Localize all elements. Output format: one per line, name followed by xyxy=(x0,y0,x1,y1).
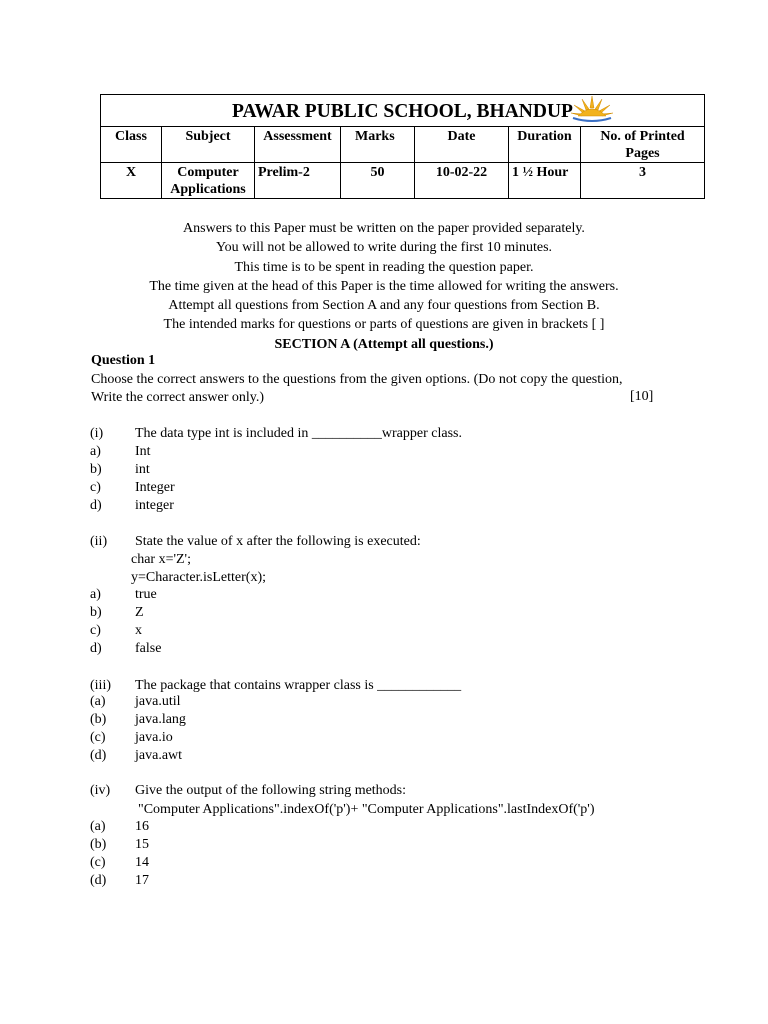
option-label: (d) xyxy=(90,873,107,888)
col-subject: Subject xyxy=(162,127,255,163)
option-label: b) xyxy=(90,605,102,620)
option-label: (a) xyxy=(90,694,106,709)
code-text: char x='Z'; xyxy=(131,552,191,567)
value-subject: Computer Applications xyxy=(162,163,255,199)
value-pages: 3 xyxy=(581,163,705,199)
school-name: PAWAR PUBLIC SCHOOL, BHANDUP xyxy=(232,101,573,122)
option-label: d) xyxy=(90,641,102,656)
option-label: (b) xyxy=(90,712,107,727)
option-text: x xyxy=(135,623,142,638)
col-class: Class xyxy=(101,127,162,163)
instructions-block xyxy=(0,219,768,354)
option-label: (d) xyxy=(90,748,107,763)
option-label: c) xyxy=(90,623,101,638)
option-text: java.awt xyxy=(135,748,183,763)
option-text: 16 xyxy=(135,819,149,834)
value-class: X xyxy=(101,163,162,199)
option-text: false xyxy=(135,641,162,656)
code-text: "Computer Applications".indexOf('p')+ "Computer Applications".lastIndexOf('p') xyxy=(138,802,595,817)
header-values-row xyxy=(101,163,705,199)
intro-line-1: Choose the correct answers to the questions from the given options. (Do not copy the question, xyxy=(91,372,623,387)
code-text: y=Character.isLetter(x); xyxy=(131,570,267,585)
option-label: a) xyxy=(90,444,101,459)
value-duration: 1 ½ Hour xyxy=(509,163,581,199)
option-text: java.lang xyxy=(135,712,186,727)
option-label: b) xyxy=(90,462,102,477)
section-a-heading: SECTION A (Attempt all questions.) xyxy=(274,336,494,352)
value-marks: 50 xyxy=(341,163,415,199)
col-pages: No. of Printed Pages xyxy=(581,127,705,163)
option-text: 17 xyxy=(135,873,149,888)
value-assessment: Prelim-2 xyxy=(255,163,341,199)
option-label: c) xyxy=(90,480,101,495)
instruction-line: Attempt all questions from Section A and any four questions from Section B. xyxy=(168,298,600,314)
col-assessment: Assessment xyxy=(255,127,341,163)
header-columns-row xyxy=(101,127,705,163)
col-marks: Marks xyxy=(341,127,415,163)
option-text: Int xyxy=(135,444,151,459)
intro-line-2: Write the correct answer only.) xyxy=(91,390,265,405)
item-number: (ii) xyxy=(90,534,108,549)
sun-logo-icon xyxy=(570,94,614,124)
option-label: (c) xyxy=(90,730,106,745)
instruction-line: You will not be allowed to write during the first 10 minutes. xyxy=(215,240,553,256)
item-text: The package that contains wrapper class is ____________ xyxy=(135,678,462,693)
item-text: State the value of x after the following is executed: xyxy=(135,534,421,549)
header-table xyxy=(100,94,705,199)
value-date: 10-02-22 xyxy=(415,163,509,199)
item-text: Give the output of the following string methods: xyxy=(135,783,407,798)
item-number: (i) xyxy=(90,426,104,441)
item-text: The data type int is included in __________wrapper class. xyxy=(135,426,462,441)
option-text: java.util xyxy=(135,694,181,709)
item-number: (iii) xyxy=(90,678,111,693)
instruction-line: This time is to be spent in reading the question paper. xyxy=(234,259,534,275)
option-text: 14 xyxy=(135,855,149,870)
question-1-marks: [10] xyxy=(630,389,654,404)
option-label: (c) xyxy=(90,855,106,870)
option-text: int xyxy=(135,462,150,477)
item-number: (iv) xyxy=(90,783,111,798)
option-label: (a) xyxy=(90,819,106,834)
option-label: d) xyxy=(90,498,102,513)
question-1-title: Question 1 xyxy=(91,353,156,368)
option-text: Integer xyxy=(135,480,175,495)
instruction-line: The time given at the head of this Paper is the time allowed for writing the answers. xyxy=(149,278,619,294)
option-text: integer xyxy=(135,498,174,513)
option-text: true xyxy=(135,587,157,602)
instruction-line: Answers to this Paper must be written on the paper provided separately. xyxy=(183,221,585,236)
option-text: 15 xyxy=(135,837,149,852)
option-text: java.io xyxy=(135,730,173,745)
option-label: (b) xyxy=(90,837,107,852)
question-1-intro xyxy=(91,371,671,407)
option-text: Z xyxy=(135,605,144,620)
instruction-line: The intended marks for questions or parts of questions are given in brackets [ ] xyxy=(163,317,605,333)
option-label: a) xyxy=(90,587,101,602)
col-duration: Duration xyxy=(509,127,581,163)
col-date: Date xyxy=(415,127,509,163)
